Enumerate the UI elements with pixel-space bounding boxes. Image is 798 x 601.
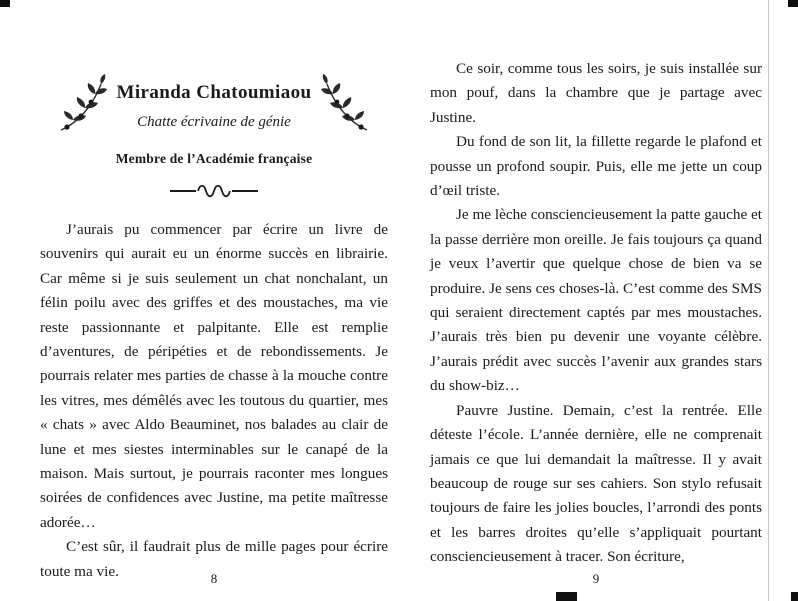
page-number-right: 9 [592,571,600,586]
page-edge-line [768,0,769,601]
paragraph: Je me lèche consciencieusement la patte gauche et la passe derrière mon oreille. Je fais toujours ça quand je veux l’avertir que quelque chose de bien va se produire. Je sens ces choses-là. C’est comme des SMS qui seraient directement captés par mes moustaches. J’aurais très bien pu devenir une voyante célèbre. J’aurais prédit avec succès l’avenir aux grandes stars du show-biz… [430,206,762,395]
membership-line: Membre de l’Académie française [115,151,313,166]
chapter-title-block [117,82,312,131]
chapter-header [40,0,388,204]
book-title: Miranda Chatoumiaou [116,82,312,103]
left-page-text [40,218,388,584]
paragraph: Pauvre Justine. Demain, c’est la rentrée. Elle déteste l’école. L’année dernière, elle ne comprenait jamais ce que lui demandait la maîtresse. Il y avait beaucoup de rouge sur ses cahiers. Son stylo refusait toujours de faire les jolies boucles, l’arrondi des ponts et les barres droites qu’elle s’appliquait pourtant consciencieusement à tracer. Son écriture, [430,401,762,566]
olive-branch-right-icon [315,72,373,141]
paragraph: C’est sûr, il faudrait plus de mille pages pour écrire toute ma vie. [40,538,388,580]
paragraph: Ce soir, comme tous les soirs, je suis installée sur mon pouf, dans la chambre que je partage avec Justine. [430,60,762,126]
page-number-left: 8 [210,571,218,586]
squiggle-ornament-icon [40,183,388,204]
screen-bottom-bar-mark [556,592,577,601]
page-right [430,0,762,601]
paragraph: J’aurais pu commencer par écrire un livre de souvenirs qui aurait eu un énorme succès en librairie. Car même si je suis seulement un chat nonchalant, un félin poilu avec des griffes et des moustaches, ma vie reste passionnante et palpitante. Elle est remplie d’aventures, de péripéties et de rebondissements. Je pourrais relater mes parties de chasse à la mouche contre les vitres, mes démêlés avec les toutous du quartier, mes « chats » avec Aldo Beauminet, nos balades au clair de lune et mes siestes interminables sur le canapé de la maison. Mais surtout, je pourrais raconter mes longues soirées de confidences avec Justine, ma petite maîtresse adorée… [40,221,388,531]
title-row [40,72,388,141]
olive-branch-left-icon [55,72,113,141]
page-left [40,0,388,601]
screen-corner-mark-top-right [788,0,798,7]
screen-corner-mark-bottom-right [791,592,798,601]
paragraph: Du fond de son lit, la fillette regarde le plafond et pousse un profond soupir. Puis, elle me jette un coup d’œil triste. [430,133,762,200]
book-subtitle: Chatte écrivaine de génie [137,114,291,130]
right-page-text [430,57,762,570]
screen-corner-mark-top-left [0,0,10,7]
